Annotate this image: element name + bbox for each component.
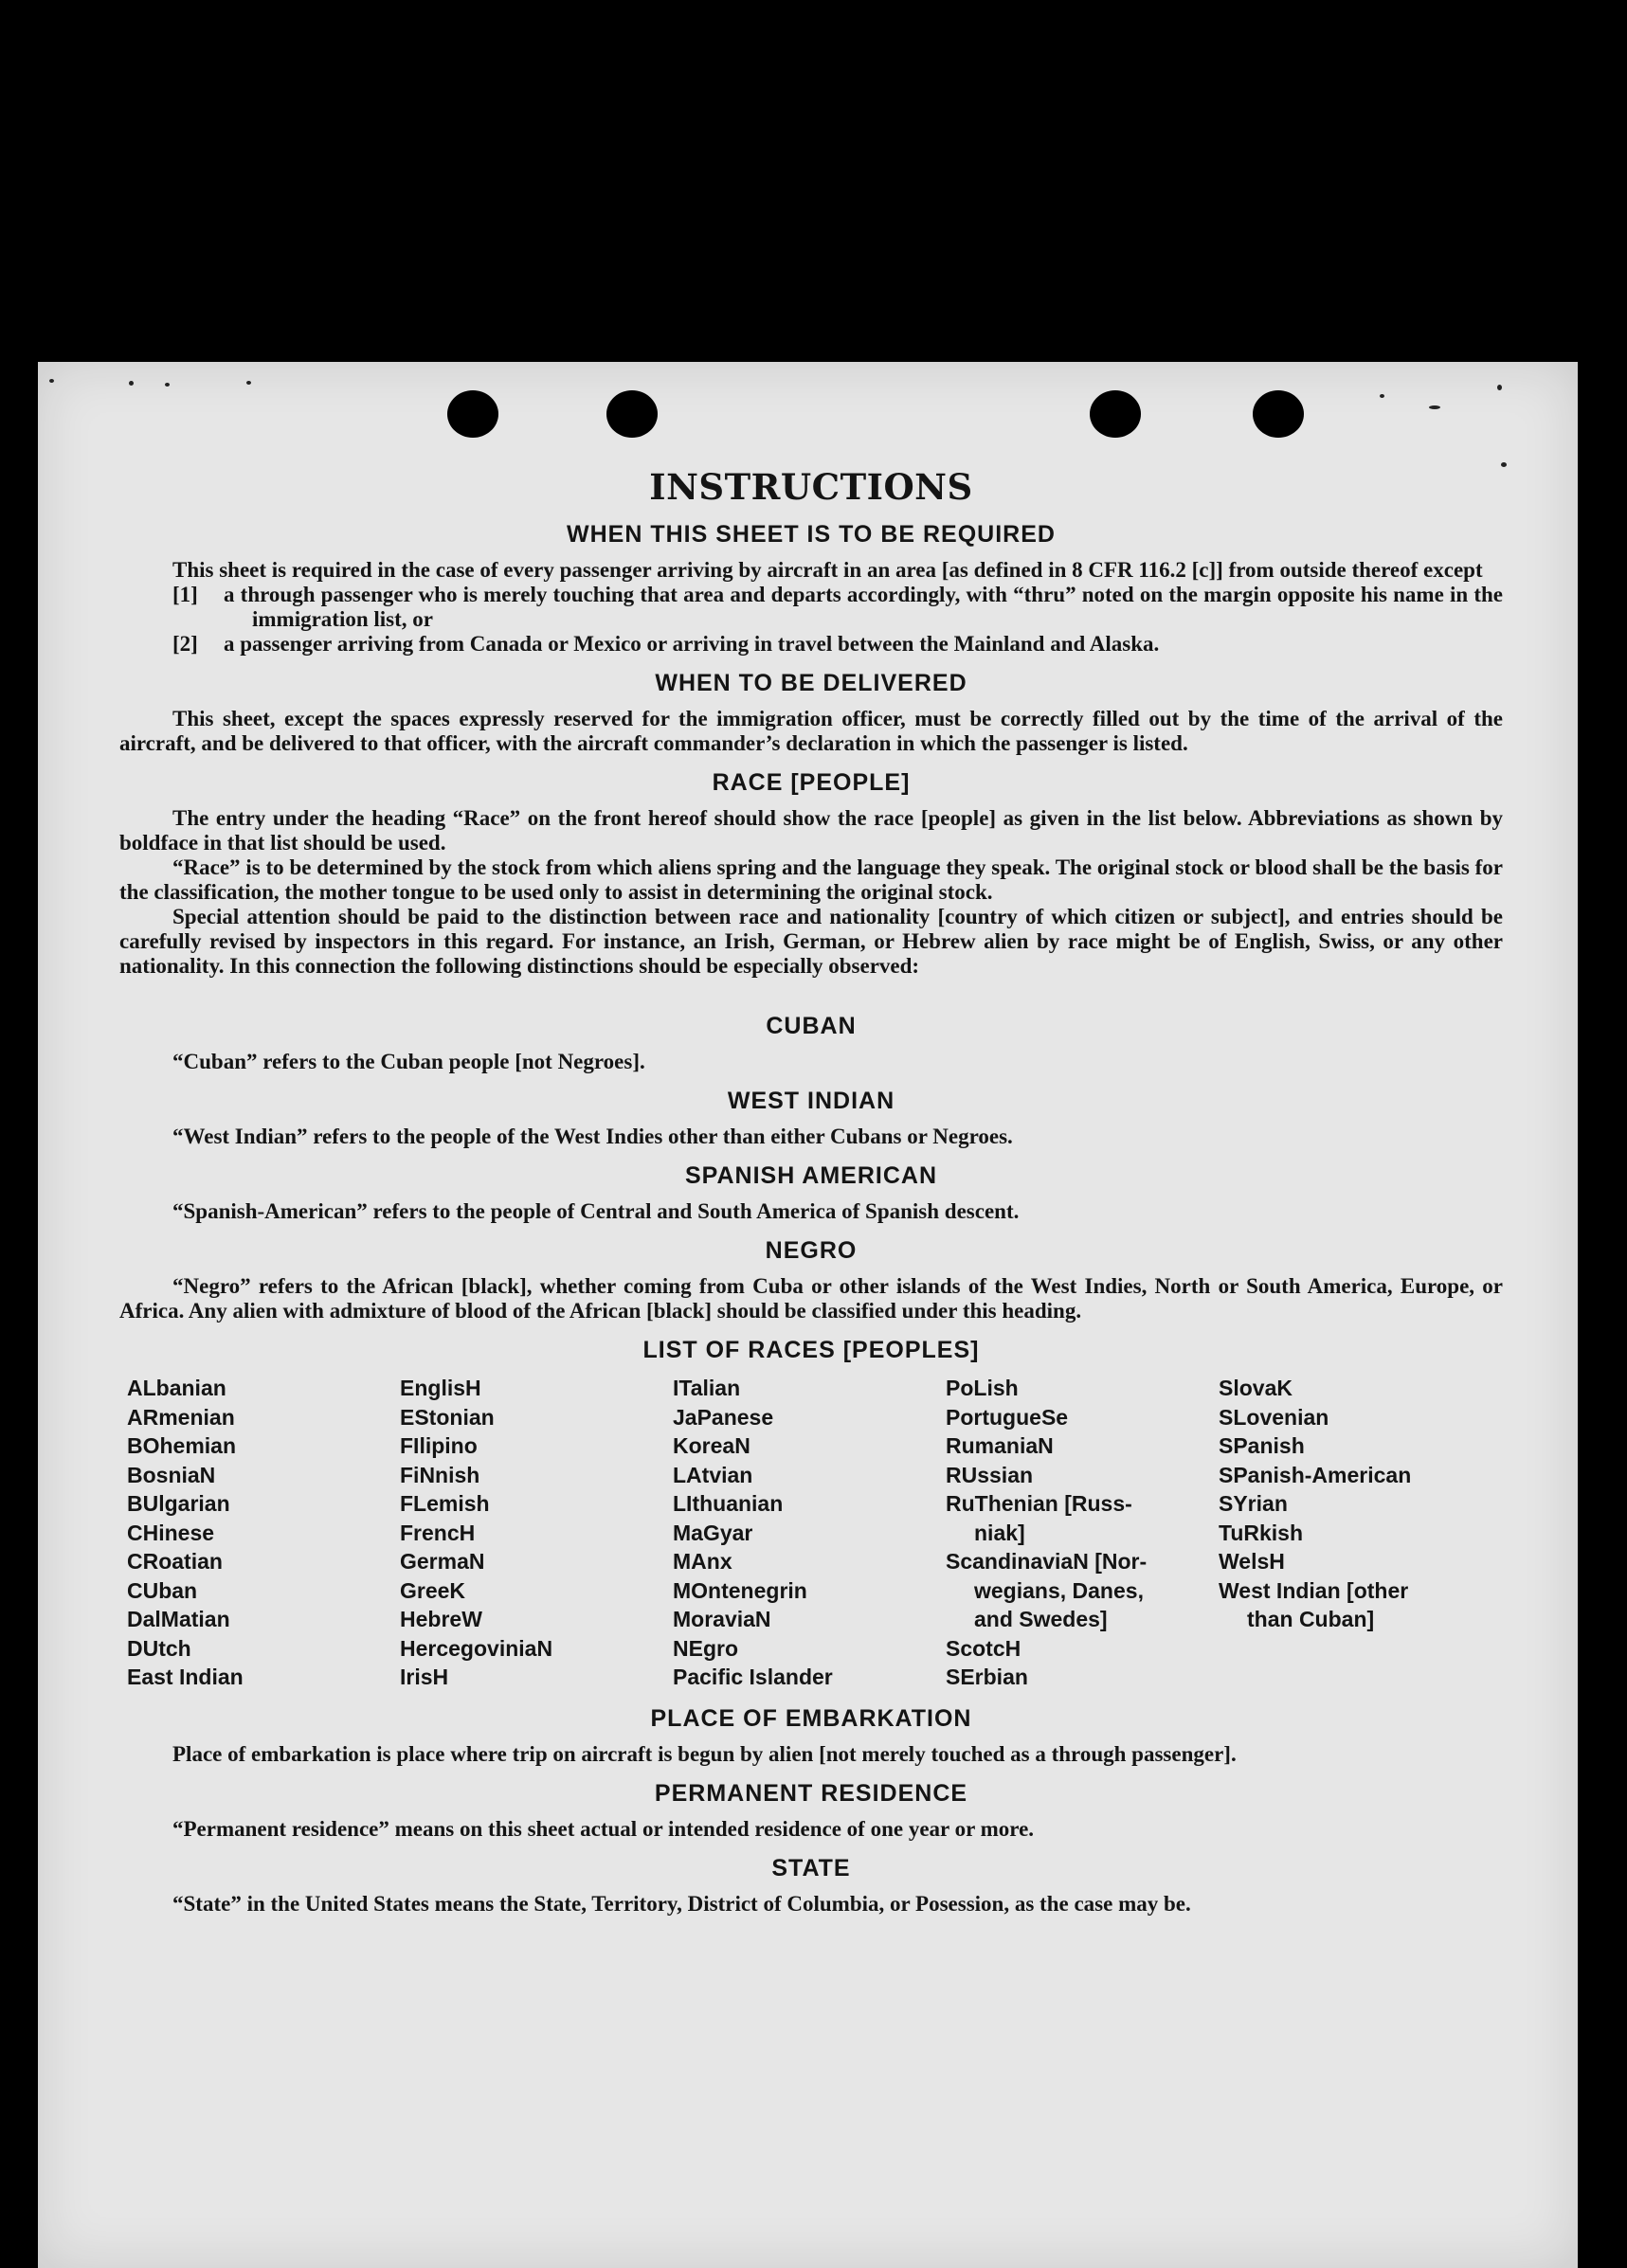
race-entry: MOntenegrin	[673, 1577, 807, 1603]
west-indian-text: “West Indian” refers to the people of the West Indies other than either Cubans or Negroes.	[172, 1125, 1013, 1148]
races-list	[127, 1374, 1503, 1692]
race-entry: DUtch	[127, 1635, 191, 1661]
speck	[49, 379, 54, 383]
race-paragraph: “Race” is to be determined by the stock from which aliens spring and the language they speak. The original stock or blood shall be the basis for the classification, the mother tongue to be used only to assist in determining the original stock.	[119, 855, 1503, 904]
race-entry: MAnx	[673, 1549, 732, 1574]
races-column	[127, 1374, 400, 1692]
race-entry: WelsH	[1219, 1549, 1285, 1574]
race-entry: LIthuanian	[673, 1491, 784, 1516]
when-delivered-heading: WHEN TO BE DELIVERED	[655, 670, 967, 696]
when-required-heading: WHEN THIS SHEET IS TO BE REQUIRED	[567, 521, 1056, 548]
race-entry: DalMatian	[127, 1607, 230, 1631]
races-column	[673, 1374, 946, 1692]
state-text: “State” in the United States means the State, Territory, District of Columbia, or Posession, as the case may be.	[172, 1891, 1191, 1916]
when-delivered-text: This sheet, except the spaces expressly reserved for the immigration officer, must be correctly filled out by the time of the arrival of the aircraft, and be delivered to that officer, with the aircraft commander’s declaration in which the passenger is listed.	[119, 707, 1503, 755]
race-entry: KoreaN	[673, 1433, 750, 1458]
state-heading: STATE	[771, 1854, 851, 1881]
punch-hole	[1090, 390, 1141, 438]
race-entry: FIlipino	[400, 1433, 478, 1458]
negro-text: “Negro” refers to the African [black], whether coming from Cuba or other islands of the West Indies, North or South America, Europe, or Africa. Any alien with admixture of blood of the African [black] should be classified under this heading.	[119, 1274, 1503, 1323]
race-entry: RumaniaN	[946, 1433, 1054, 1458]
race-entry: TuRkish	[1219, 1520, 1304, 1545]
race-entry: JaPanese	[673, 1404, 774, 1430]
race-entry-continued: and Swedes]	[974, 1607, 1108, 1631]
race-entry: ScotcH	[946, 1635, 1021, 1661]
race-entry: HebreW	[400, 1607, 482, 1631]
residence-heading: PERMANENT RESIDENCE	[654, 1779, 968, 1807]
race-entry: GreeK	[400, 1577, 466, 1603]
race-entry: FLemish	[400, 1491, 490, 1516]
race-entry: PortugueSe	[946, 1404, 1069, 1430]
punch-hole	[447, 390, 498, 438]
race-entry: SPanish	[1219, 1433, 1305, 1458]
race-entry: HercegoviniaN	[400, 1635, 553, 1661]
race-entry: West Indian [other	[1219, 1577, 1409, 1603]
race-paragraph: The entry under the heading “Race” on the front hereof should show the race [people] as given in the list below. Abbreviations as shown by boldface in that list should be used.	[119, 806, 1503, 855]
punch-hole	[1253, 390, 1304, 438]
race-paragraph: Special attention should be paid to the distinction between race and nationality [country of which citizen or subject], and entries should be carefully revised by inspectors in this regard. For instance, an Irish, German, or Hebrew alien by race might be of English, Swiss, or any other nationality. In this connection the following distinctions should be especially observed:	[119, 905, 1503, 978]
speck	[246, 381, 251, 385]
race-entry: MaGyar	[673, 1520, 753, 1545]
race-entry: CUban	[127, 1577, 198, 1603]
item-number: [1]	[172, 583, 198, 606]
race-entry: SlovaK	[1219, 1376, 1293, 1400]
race-entry: SLovenian	[1219, 1404, 1329, 1430]
race-heading: RACE [PEOPLE]	[712, 769, 911, 796]
race-entry: LAtvian	[673, 1462, 753, 1487]
race-entry: East Indian	[127, 1665, 244, 1689]
cuban-heading: CUBAN	[766, 1013, 857, 1039]
race-entry: ITalian	[673, 1376, 741, 1400]
race-entry: MoraviaN	[673, 1607, 771, 1631]
race-entry: BosniaN	[127, 1462, 216, 1487]
punch-hole	[606, 390, 658, 438]
race-entry: Pacific Islander	[673, 1665, 833, 1689]
race-entry: FrencH	[400, 1520, 476, 1545]
spanish-american-text: “Spanish-American” refers to the people of Central and South America of Spanish descent.	[172, 1199, 1020, 1223]
residence-text: “Permanent residence” means on this sheet actual or intended residence of one year or more.	[172, 1816, 1035, 1841]
race-entry-continued: wegians, Danes,	[974, 1577, 1144, 1603]
race-entry: ScandinaviaN [Nor-	[946, 1549, 1148, 1574]
exception-item	[119, 632, 1503, 657]
embarkation-text: Place of embarkation is place where trip on aircraft is begun by alien [not merely touched as a through passenger].	[172, 1741, 1237, 1766]
race-entry: GermaN	[400, 1549, 485, 1574]
race-entry: IrisH	[400, 1665, 449, 1689]
document-page	[38, 362, 1578, 2268]
speck	[1429, 405, 1440, 409]
race-entry: RuThenian [Russ-	[946, 1491, 1132, 1516]
race-entry: ALbanian	[127, 1376, 226, 1400]
spanish-american-heading: SPANISH AMERICAN	[684, 1162, 937, 1189]
race-entry: SPanish-American	[1219, 1462, 1412, 1487]
cuban-text: “Cuban” refers to the Cuban people [not Negroes].	[172, 1050, 645, 1073]
race-entry: EStonian	[400, 1404, 495, 1430]
speck	[1380, 394, 1384, 398]
west-indian-heading: WEST INDIAN	[727, 1088, 895, 1114]
when-required-intro: This sheet is required in the case of every passenger arriving by aircraft in an area [as defined in 8 CFR 116.2 [c]] from outside thereof except	[172, 558, 1483, 582]
page-title: INSTRUCTIONS	[649, 466, 973, 508]
item-text: a passenger arriving from Canada or Mexico or arriving in travel between the Mainland and Alaska.	[224, 632, 1160, 656]
exception-item	[119, 583, 1503, 632]
race-entry: SYrian	[1219, 1491, 1288, 1516]
race-entry: BOhemian	[127, 1433, 237, 1458]
race-entry: FiNnish	[400, 1462, 480, 1487]
race-entry: RUssian	[946, 1462, 1034, 1487]
speck	[129, 381, 134, 386]
race-entry: BUlgarian	[127, 1491, 230, 1516]
race-entry: PoLish	[946, 1376, 1019, 1400]
races-column	[946, 1374, 1219, 1692]
race-entry: ARmenian	[127, 1404, 235, 1430]
list-of-races-heading: LIST OF RACES [PEOPLES]	[642, 1337, 980, 1363]
race-entry-continued: niak]	[974, 1520, 1025, 1545]
item-text: a through passenger who is merely touching that area and departs accordingly, with “thru” noted on the margin opposite his name in the immigration list, or	[224, 583, 1503, 631]
race-entry: CRoatian	[127, 1549, 223, 1574]
race-entry-continued: than Cuban]	[1247, 1607, 1375, 1631]
race-entry: SErbian	[946, 1665, 1028, 1689]
race-entry: CHinese	[127, 1520, 215, 1545]
races-column	[400, 1374, 673, 1692]
negro-heading: NEGRO	[765, 1237, 858, 1264]
instructions-content	[119, 466, 1503, 1917]
speck	[165, 383, 170, 387]
speck	[1497, 385, 1502, 390]
embarkation-heading: PLACE OF EMBARKATION	[650, 1704, 972, 1732]
race-entry: NEgro	[673, 1635, 738, 1661]
race-entry: EnglisH	[400, 1376, 481, 1400]
races-column	[1219, 1374, 1503, 1692]
item-number: [2]	[172, 632, 198, 656]
